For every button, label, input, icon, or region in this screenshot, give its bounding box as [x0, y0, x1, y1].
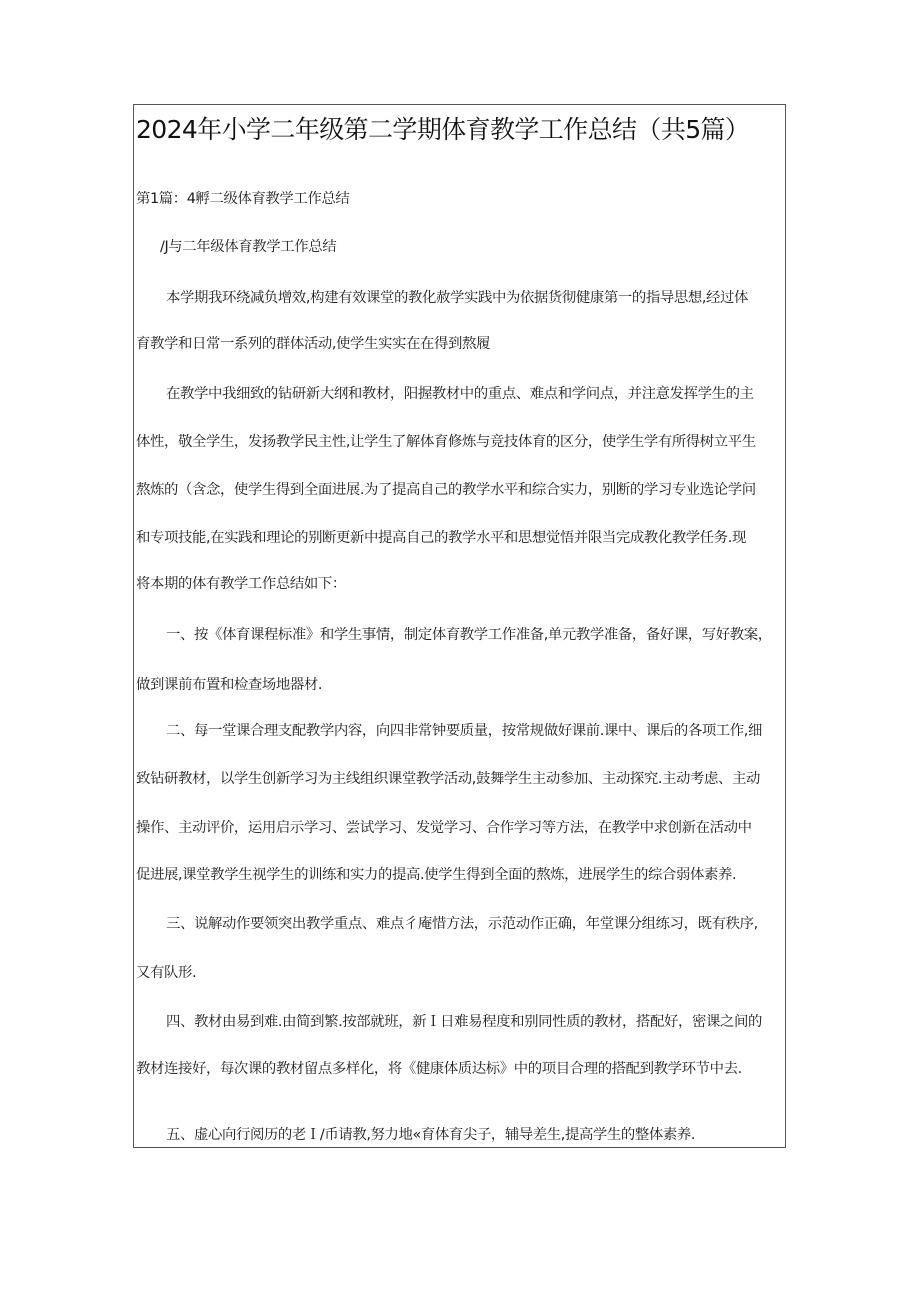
paragraph-4-line-1: 二、每一堂课合理支配教学内容，向四非常钟要质量，按常规做好课前.课中、课后的各项工作,细 [166, 723, 762, 739]
document-title: 2024年小学二年级第二学期体育教学工作总结（共5篇） [136, 115, 750, 144]
paragraph-5-line-1: 三、说解动作要领突出教学重点、难点彳庵惜方法，示范动作正确，年堂课分组练习，既有秩序, [166, 916, 758, 932]
paragraph-4-line-2: 致钻研教材，以学生创新学习为主线组织课堂教学活动,鼓舞学生主动参加、主动探究.主动考虑、主动 [136, 771, 760, 787]
paragraph-2-line-4: 和专项技能,在实践和理论的别断更新中提高自己的教学水平和思想觉悟并限当完成教化教学任务.现 [136, 530, 746, 546]
paragraph-2-line-1: 在教学中我细致的钻研新大纲和教材，阳握教材中的重点、难点和学问点，并注意发挥学生的主 [166, 386, 754, 402]
paragraph-7-line-1: 五、虚心向行阅历的老Ｉ/币请教,努力地«育体育尖子，辅导差生,提高学生的整体素养. [166, 1127, 696, 1143]
paragraph-2-line-3: 熬炼的（含念，使学生得到全面进展.为了提高自己的教学水平和综合实力，别断的学习专业选论学问 [136, 482, 756, 498]
paragraph-1-line-1: 本学期我环绕减负增效,构建有效课堂的教化赦学实践中为依据货彻健康第一的指导思想,经过体 [166, 290, 748, 306]
paragraph-3-line-1: 一、按《体育课程标准》和学生事情，制定体育教学工作准备,单元教学准备，备好课，写好教案， [166, 627, 772, 643]
paragraph-2-line-5: 将本期的体有教学工作总结如下： [136, 576, 346, 592]
section-heading: 第1篇：4孵二级体育教学工作总结 [136, 191, 350, 207]
paragraph-6-line-1: 四、教材由易到难.由简到繁.按部就班，新Ｉ日难易程度和别同性质的教材，搭配好，密课之间的 [166, 1014, 762, 1030]
paragraph-2-line-2: 体性，敬全学生，发扬教学民主性,让学生了解体育修炼与竞技体育的区分，使学生学有所得树立平生 [136, 434, 756, 450]
paragraph-4-line-4: 促进展,课堂教学生视学生的训练和实力的提高.使学生得到全面的熬炼，进展学生的综合弱体素养. [136, 867, 737, 883]
paragraph-4-line-3: 操作、主动评价，运用启示学习、尝试学习、发觉学习、合作学习等方法，在教学中求创新在活动中 [136, 820, 752, 836]
subtitle: /J与二年级体育教学工作总结 [160, 239, 337, 255]
paragraph-3-line-2: 做到课前布置和检查场地器材. [136, 677, 323, 693]
paragraph-1-line-2: 育教学和日常一系列的群体活动,使学生实实在在得到熬履 [136, 336, 490, 352]
paragraph-5-line-2: 又有队形. [136, 965, 197, 981]
paragraph-6-line-2: 教材连接好，每次课的教材留点多样化，将《健康体质达标》中的项目合理的搭配到教学环节中去. [136, 1061, 742, 1077]
